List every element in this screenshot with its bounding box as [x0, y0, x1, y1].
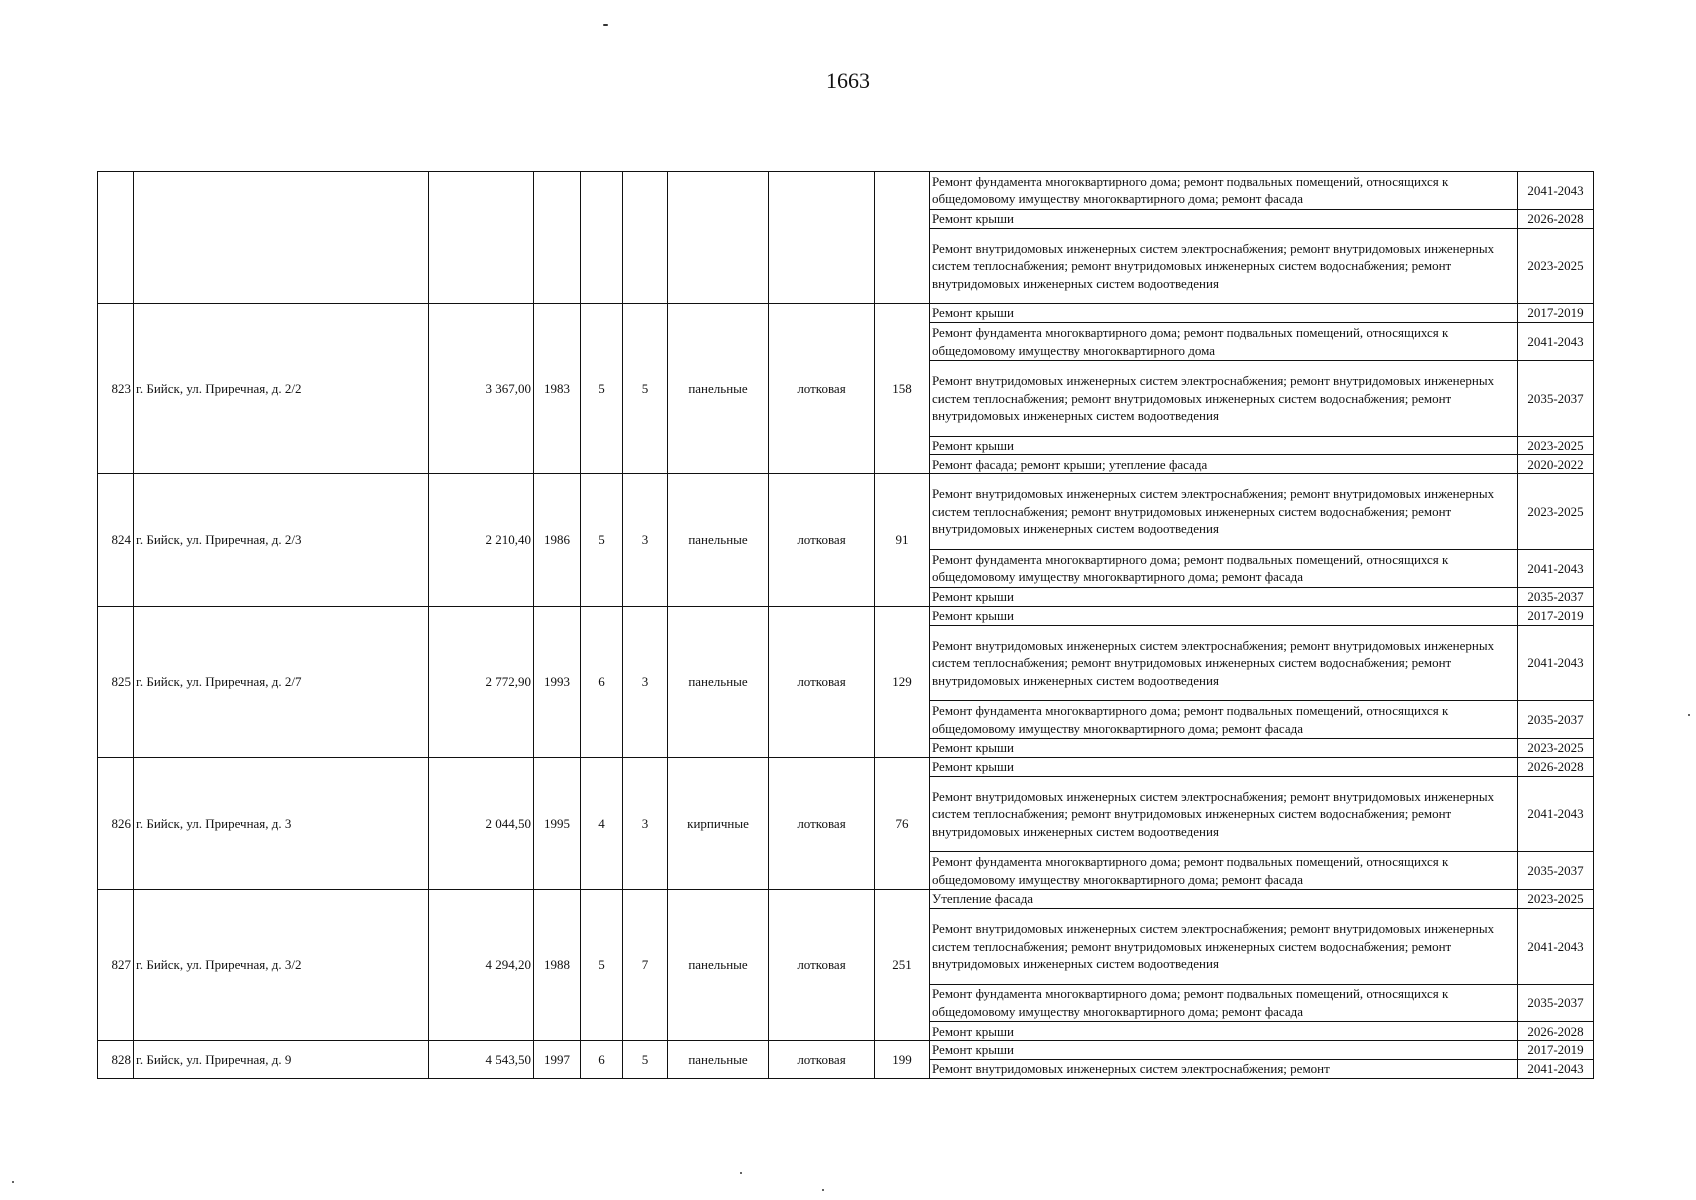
row-number: 826	[98, 757, 134, 889]
area-cell: 3 367,00	[429, 304, 534, 474]
table-body	[98, 172, 1594, 1079]
work-description-cell: Ремонт внутридомовых инженерных систем электроснабжения; ремонт внутридомовых инженерных систем теплоснабжения; ремонт внутридомовых инженерных систем водоснабжения; ремонт внутридомовых инженерных систем водоотведения	[930, 228, 1518, 304]
entrances-cell: 5	[623, 1041, 668, 1079]
entrances-cell: 3	[623, 474, 668, 606]
work-description-cell: Ремонт крыши	[930, 757, 1518, 776]
work-description-cell: Ремонт крыши	[930, 738, 1518, 757]
work-period-cell: 2023-2025	[1518, 738, 1594, 757]
table-row	[98, 474, 1594, 550]
work-period-cell: 2026-2028	[1518, 1022, 1594, 1041]
work-period-cell: 2017-2019	[1518, 304, 1594, 323]
floors-cell: 5	[581, 474, 623, 606]
work-description-cell: Ремонт фасада; ремонт крыши; утепление фасада	[930, 455, 1518, 474]
floors-cell: 4	[581, 757, 623, 889]
work-period-cell: 2023-2025	[1518, 474, 1594, 550]
page-number: 1663	[826, 68, 870, 93]
address-cell	[134, 172, 429, 304]
work-description-cell: Ремонт фундамента многоквартирного дома; ремонт подвальных помещений, относящихся к общедомовому имуществу многоквартирного дома; ремонт фасада	[930, 172, 1518, 210]
work-description-cell: Ремонт внутридомовых инженерных систем электроснабжения; ремонт внутридомовых инженерных систем теплоснабжения; ремонт внутридомовых инженерных систем водоснабжения; ремонт внутридомовых инженерных систем водоотведения	[930, 625, 1518, 701]
floors-cell: 5	[581, 304, 623, 474]
entrances-cell: 7	[623, 890, 668, 1041]
work-description-cell: Ремонт крыши	[930, 1041, 1518, 1060]
work-period-cell: 2023-2025	[1518, 890, 1594, 909]
work-period-cell: 2041-2043	[1518, 776, 1594, 852]
year-cell: 1995	[534, 757, 581, 889]
residents-cell: 91	[875, 474, 930, 606]
row-number	[98, 172, 134, 304]
table-row	[98, 757, 1594, 776]
work-period-cell: 2041-2043	[1518, 1060, 1594, 1079]
year-cell: 1986	[534, 474, 581, 606]
work-period-cell: 2035-2037	[1518, 701, 1594, 739]
address-cell: г. Бийск, ул. Приречная, д. 3	[134, 757, 429, 889]
residents-cell: 158	[875, 304, 930, 474]
residents-cell: 199	[875, 1041, 930, 1079]
work-description-cell: Ремонт фундамента многоквартирного дома; ремонт подвальных помещений, относящихся к общедомовому имуществу многоквартирного дома; ремонт фасада	[930, 549, 1518, 587]
wall-material-cell	[668, 172, 769, 304]
work-period-cell: 2041-2043	[1518, 908, 1594, 984]
floors-cell: 6	[581, 1041, 623, 1079]
work-period-cell: 2041-2043	[1518, 323, 1594, 361]
year-cell: 1988	[534, 890, 581, 1041]
row-number: 828	[98, 1041, 134, 1079]
work-description-cell: Ремонт внутридомовых инженерных систем электроснабжения; ремонт внутридомовых инженерных систем теплоснабжения; ремонт внутридомовых инженерных систем водоснабжения; ремонт внутридомовых инженерных систем водоотведения	[930, 908, 1518, 984]
address-cell: г. Бийск, ул. Приречная, д. 2/2	[134, 304, 429, 474]
roof-type-cell: лотковая	[769, 304, 875, 474]
year-cell: 1983	[534, 304, 581, 474]
work-period-cell: 2026-2028	[1518, 757, 1594, 776]
work-description-cell: Ремонт крыши	[930, 606, 1518, 625]
address-cell: г. Бийск, ул. Приречная, д. 2/3	[134, 474, 429, 606]
row-number: 827	[98, 890, 134, 1041]
wall-material-cell: панельные	[668, 1041, 769, 1079]
entrances-cell	[623, 172, 668, 304]
address-cell: г. Бийск, ул. Приречная, д. 3/2	[134, 890, 429, 1041]
scan-speck	[822, 1189, 824, 1191]
scan-speck	[12, 1181, 14, 1183]
scan-speck	[1688, 714, 1690, 716]
roof-type-cell: лотковая	[769, 757, 875, 889]
floors-cell: 5	[581, 890, 623, 1041]
area-cell: 2 772,90	[429, 606, 534, 757]
work-description-cell: Утепление фасада	[930, 890, 1518, 909]
entrances-cell: 5	[623, 304, 668, 474]
floors-cell	[581, 172, 623, 304]
area-cell: 2 044,50	[429, 757, 534, 889]
entrances-cell: 3	[623, 606, 668, 757]
work-description-cell: Ремонт крыши	[930, 209, 1518, 228]
work-period-cell: 2023-2025	[1518, 436, 1594, 455]
residents-cell: 251	[875, 890, 930, 1041]
wall-material-cell: панельные	[668, 606, 769, 757]
roof-type-cell	[769, 172, 875, 304]
roof-type-cell: лотковая	[769, 1041, 875, 1079]
area-cell: 2 210,40	[429, 474, 534, 606]
work-period-cell: 2023-2025	[1518, 228, 1594, 304]
wall-material-cell: панельные	[668, 474, 769, 606]
work-period-cell: 2026-2028	[1518, 209, 1594, 228]
row-number: 824	[98, 474, 134, 606]
work-description-cell: Ремонт крыши	[930, 304, 1518, 323]
work-period-cell: 2041-2043	[1518, 172, 1594, 210]
work-period-cell: 2017-2019	[1518, 1041, 1594, 1060]
table-row	[98, 304, 1594, 323]
entrances-cell: 3	[623, 757, 668, 889]
residents-cell: 129	[875, 606, 930, 757]
scan-speck	[740, 1172, 742, 1174]
floors-cell: 6	[581, 606, 623, 757]
row-number: 825	[98, 606, 134, 757]
work-period-cell: 2017-2019	[1518, 606, 1594, 625]
address-cell: г. Бийск, ул. Приречная, д. 2/7	[134, 606, 429, 757]
table-row	[98, 890, 1594, 909]
year-cell: 1997	[534, 1041, 581, 1079]
repair-schedule-table	[97, 171, 1594, 1079]
residents-cell	[875, 172, 930, 304]
work-description-cell: Ремонт фундамента многоквартирного дома; ремонт подвальных помещений, относящихся к общедомовому имуществу многоквартирного дома; ремонт фасада	[930, 984, 1518, 1022]
work-period-cell: 2041-2043	[1518, 625, 1594, 701]
work-description-cell: Ремонт фундамента многоквартирного дома; ремонт подвальных помещений, относящихся к общедомовому имуществу многоквартирного дома; ремонт фасада	[930, 701, 1518, 739]
table-row	[98, 172, 1594, 210]
work-description-cell: Ремонт фундамента многоквартирного дома; ремонт подвальных помещений, относящихся к общедомовому имуществу многоквартирного дома	[930, 323, 1518, 361]
work-description-cell: Ремонт внутридомовых инженерных систем электроснабжения; ремонт внутридомовых инженерных систем теплоснабжения; ремонт внутридомовых инженерных систем водоснабжения; ремонт внутридомовых инженерных систем водоотведения	[930, 360, 1518, 436]
address-cell: г. Бийск, ул. Приречная, д. 9	[134, 1041, 429, 1079]
work-period-cell: 2035-2037	[1518, 360, 1594, 436]
work-description-cell: Ремонт крыши	[930, 1022, 1518, 1041]
wall-material-cell: панельные	[668, 304, 769, 474]
work-description-cell: Ремонт фундамента многоквартирного дома; ремонт подвальных помещений, относящихся к общедомовому имуществу многоквартирного дома; ремонт фасада	[930, 852, 1518, 890]
year-cell	[534, 172, 581, 304]
work-period-cell: 2035-2037	[1518, 852, 1594, 890]
area-cell: 4 543,50	[429, 1041, 534, 1079]
work-description-cell: Ремонт внутридомовых инженерных систем электроснабжения; ремонт	[930, 1060, 1518, 1079]
roof-type-cell: лотковая	[769, 474, 875, 606]
work-description-cell: Ремонт внутридомовых инженерных систем электроснабжения; ремонт внутридомовых инженерных систем теплоснабжения; ремонт внутридомовых инженерных систем водоснабжения; ремонт внутридомовых инженерных систем водоотведения	[930, 474, 1518, 550]
roof-type-cell: лотковая	[769, 890, 875, 1041]
work-period-cell: 2020-2022	[1518, 455, 1594, 474]
work-description-cell: Ремонт внутридомовых инженерных систем электроснабжения; ремонт внутридомовых инженерных систем теплоснабжения; ремонт внутридомовых инженерных систем водоснабжения; ремонт внутридомовых инженерных систем водоотведения	[930, 776, 1518, 852]
table-row	[98, 606, 1594, 625]
scan-speck	[603, 24, 608, 26]
table-row	[98, 1041, 1594, 1060]
area-cell	[429, 172, 534, 304]
wall-material-cell: панельные	[668, 890, 769, 1041]
work-period-cell: 2035-2037	[1518, 587, 1594, 606]
work-period-cell: 2041-2043	[1518, 549, 1594, 587]
residents-cell: 76	[875, 757, 930, 889]
work-description-cell: Ремонт крыши	[930, 587, 1518, 606]
wall-material-cell: кирпичные	[668, 757, 769, 889]
roof-type-cell: лотковая	[769, 606, 875, 757]
work-period-cell: 2035-2037	[1518, 984, 1594, 1022]
work-description-cell: Ремонт крыши	[930, 436, 1518, 455]
area-cell: 4 294,20	[429, 890, 534, 1041]
year-cell: 1993	[534, 606, 581, 757]
row-number: 823	[98, 304, 134, 474]
